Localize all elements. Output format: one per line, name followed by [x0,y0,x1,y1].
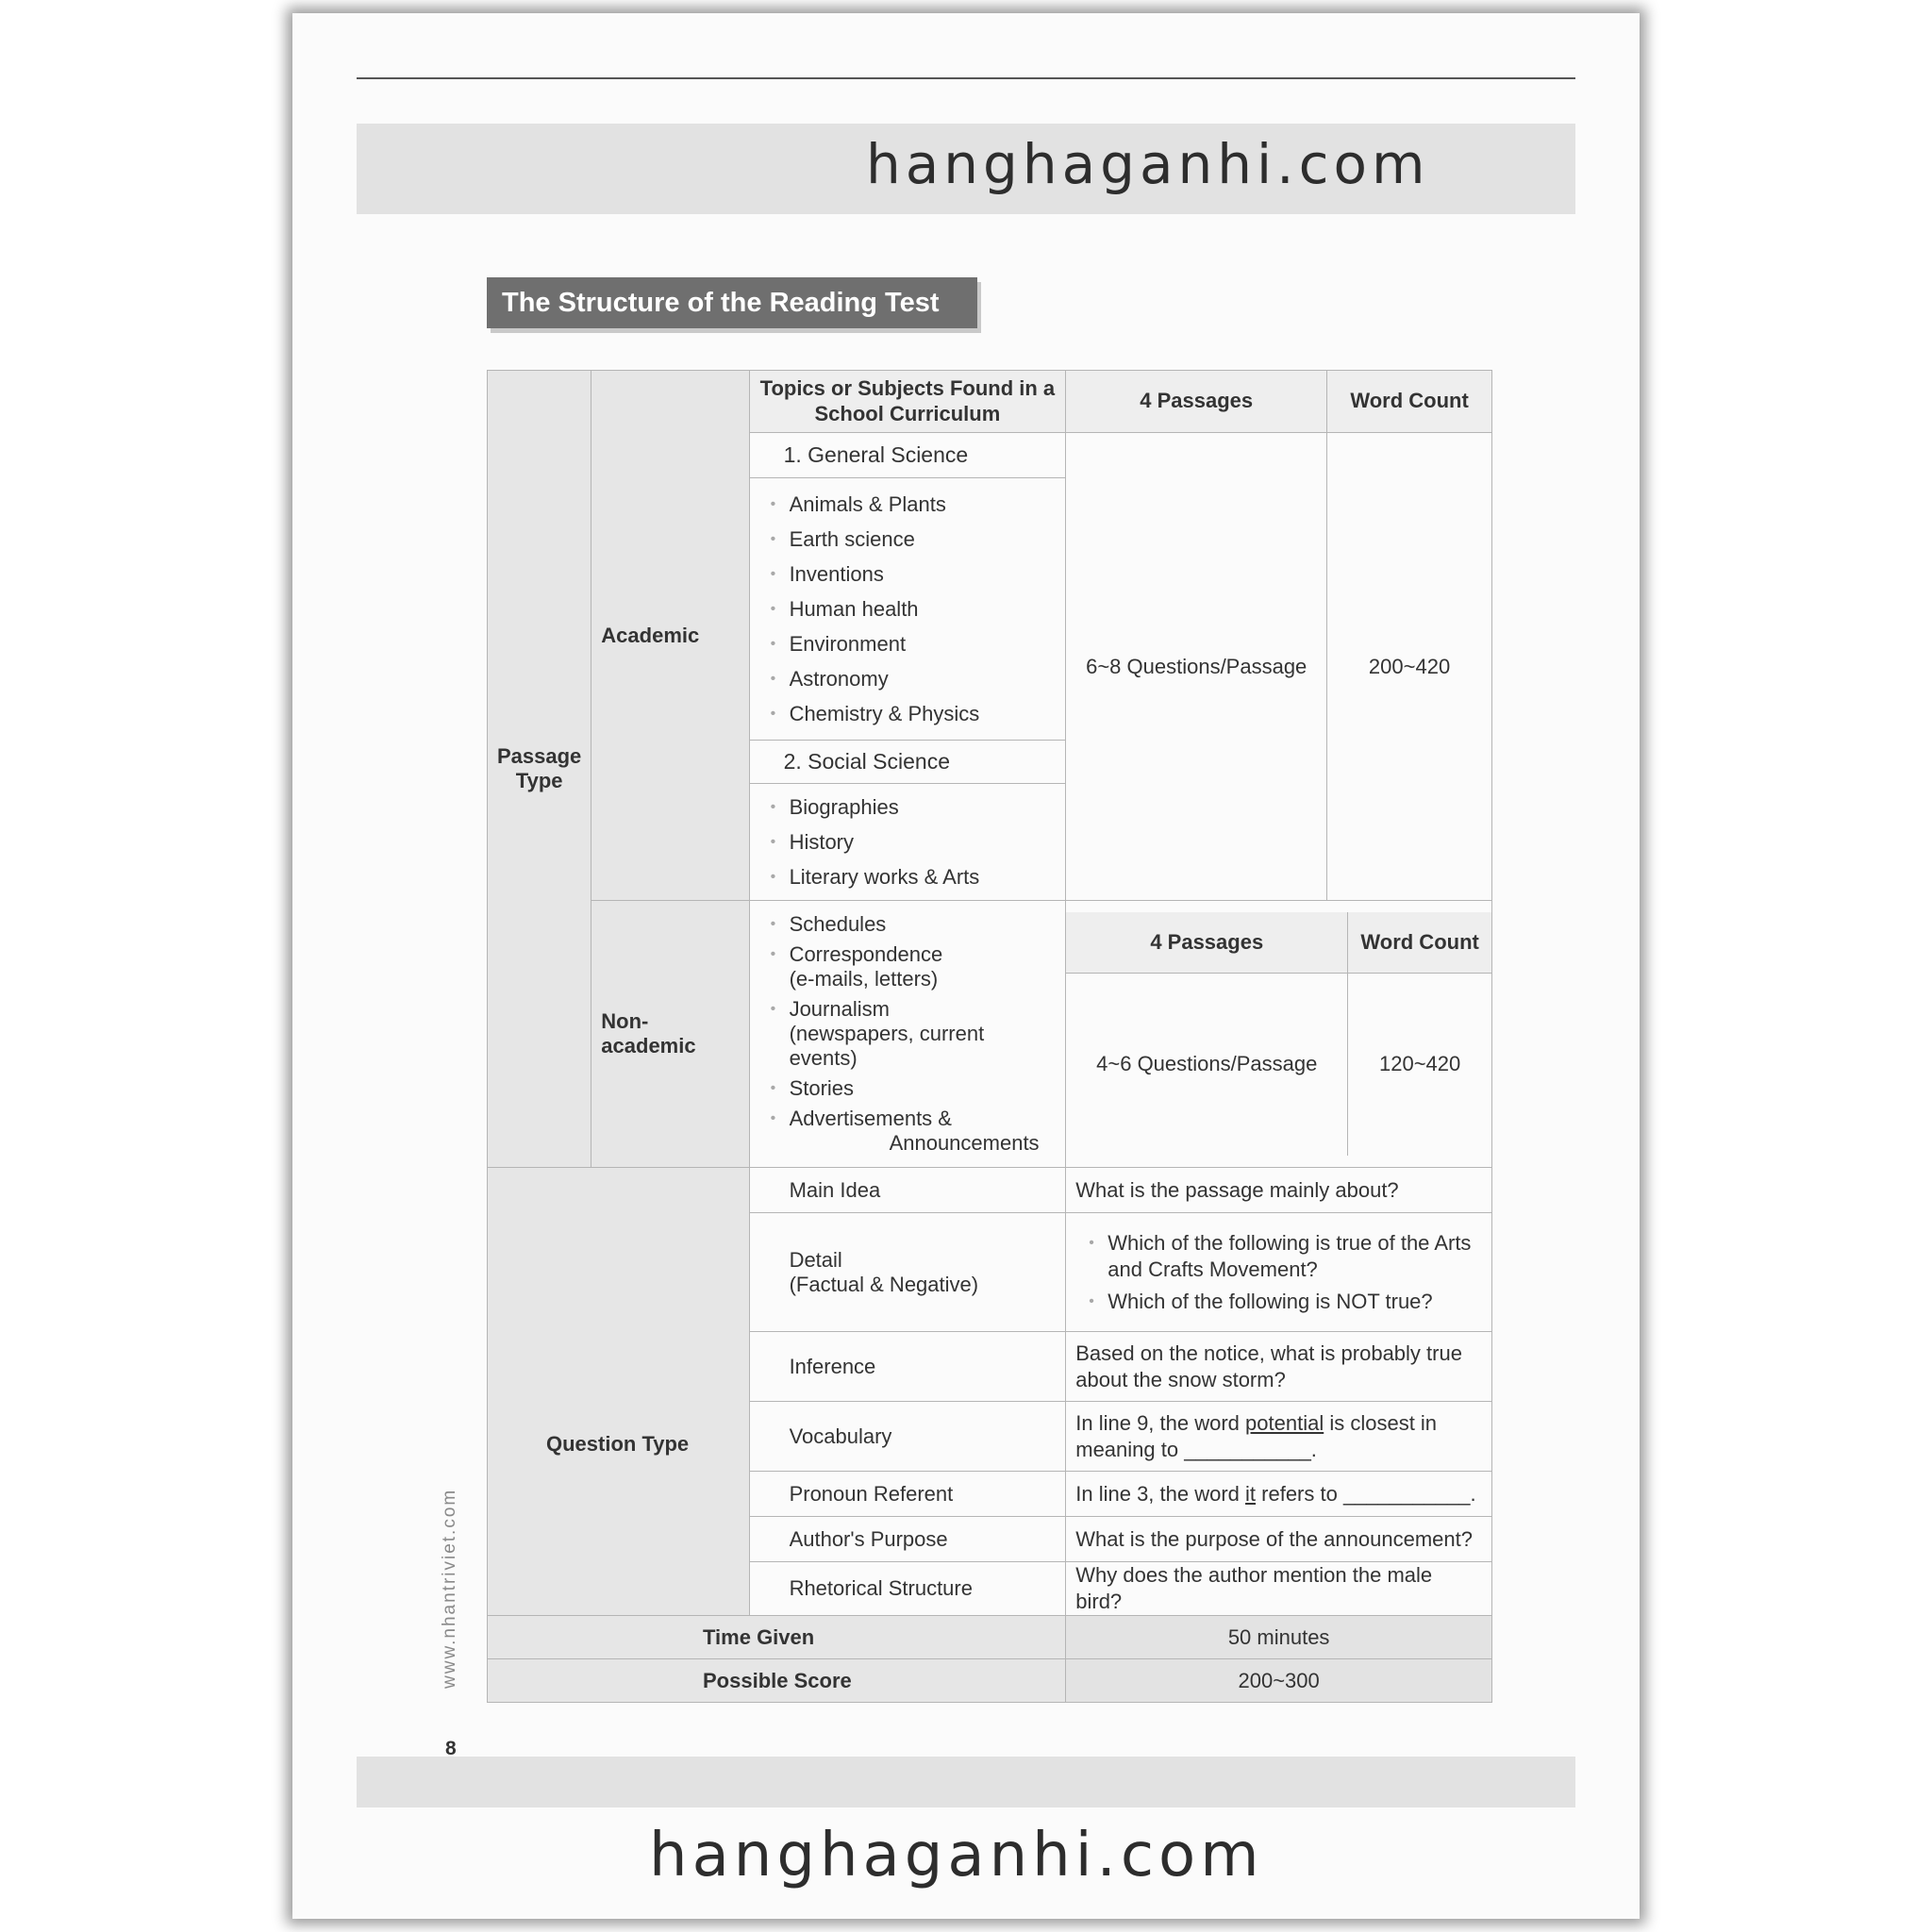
top-rule [357,77,1575,79]
example-vocabulary: In line 9, the word potential is closest in meaning to ___________. [1066,1402,1492,1472]
qtype-pronoun-referent: Pronoun Referent [749,1472,1066,1517]
header-passages: 4 Passages [1066,371,1327,433]
academic-cell: Academic [591,371,749,901]
example-inference: Based on the notice, what is probably true about the snow storm? [1066,1332,1492,1402]
non-academic-cell: Non-academic [591,901,749,1168]
list-item: • Animals & Plants [778,487,1057,522]
academic-questions: 6~8 Questions/Passage [1066,433,1327,901]
list-item: • Correspondence (e-mails, letters) [778,942,1057,991]
list-item: • Environment [778,626,1057,661]
qtype-authors-purpose: Author's Purpose [749,1517,1066,1562]
possible-score-value: 200~300 [1066,1659,1492,1703]
non-academic-questions: 4~6 Questions/Passage [1066,973,1348,1156]
passage-type-cell: Passage Type [488,371,591,1168]
category-social-science: 2. Social Science [749,741,1066,784]
list-item: • Literary works & Arts [778,859,1057,894]
question-type-cell: Question Type [488,1168,750,1616]
example-detail [1066,1213,1492,1332]
section-title: The Structure of the Reading Test [487,277,977,328]
possible-score-row [488,1659,1492,1703]
time-given-row [488,1616,1492,1659]
list-item: • History [778,824,1057,859]
list-item: • Astronomy [778,661,1057,696]
non-academic-passages-header: 4 Passages [1066,912,1348,973]
watermark-top: hanghaganhi.com [866,132,1430,196]
list-item: • Which of the following is true of the Arts and Crafts Movement? [1096,1230,1482,1283]
qtype-detail: Detail (Factual & Negative) [749,1213,1066,1332]
page-number: 8 [445,1738,457,1759]
reading-test-structure-table [487,370,1492,1703]
side-url: www.nhantriviet.com [440,1488,459,1689]
qtype-rhetorical-structure: Rhetorical Structure [749,1562,1066,1616]
example-main-idea: What is the passage mainly about? [1066,1168,1492,1213]
list-item: • Schedules [778,912,1057,937]
qtype-main-idea: Main Idea [749,1168,1066,1213]
header-topics: Topics or Subjects Found in a School Curriculum [749,371,1066,433]
social-science-topics [749,784,1066,901]
list-item: • Journalism (newspapers, current events) [778,997,1057,1071]
qtype-vocabulary: Vocabulary [749,1402,1066,1472]
category-general-science: 1. General Science [749,433,1066,478]
non-academic-info [1066,901,1492,1168]
list-item: • Stories [778,1076,1057,1101]
list-item: • Chemistry & Physics [778,696,1057,731]
example-pronoun-referent: In line 3, the word it refers to ___________. [1066,1472,1492,1517]
header-word-count: Word Count [1327,371,1492,433]
list-item: • Biographies [778,790,1057,824]
non-academic-topics [749,901,1066,1168]
list-item: • Human health [778,591,1057,626]
qtype-inference: Inference [749,1332,1066,1402]
non-academic-word-count: 120~420 [1378,1052,1461,1076]
time-given-value: 50 minutes [1066,1616,1492,1659]
academic-word-count: 200~420 [1327,433,1492,901]
non-academic-row [488,901,1492,1168]
example-authors-purpose: What is the purpose of the announcement? [1066,1517,1492,1562]
list-item: • Which of the following is NOT true? [1096,1289,1482,1315]
list-item: • Advertisements & Announcements [778,1107,1057,1156]
watermark-bottom: hanghaganhi.com [649,1821,1264,1890]
list-item: • Inventions [778,557,1057,591]
general-science-topics [749,478,1066,741]
non-academic-word-count-header: Word Count [1348,912,1491,973]
possible-score-label: Possible Score [488,1659,1066,1703]
table-row [488,1168,1492,1213]
example-rhetorical-structure: Why does the author mention the male bird? [1066,1562,1492,1616]
list-item: • Earth science [778,522,1057,557]
footer-band [357,1757,1575,1807]
header-row [488,371,1492,433]
time-given-label: Time Given [488,1616,1066,1659]
